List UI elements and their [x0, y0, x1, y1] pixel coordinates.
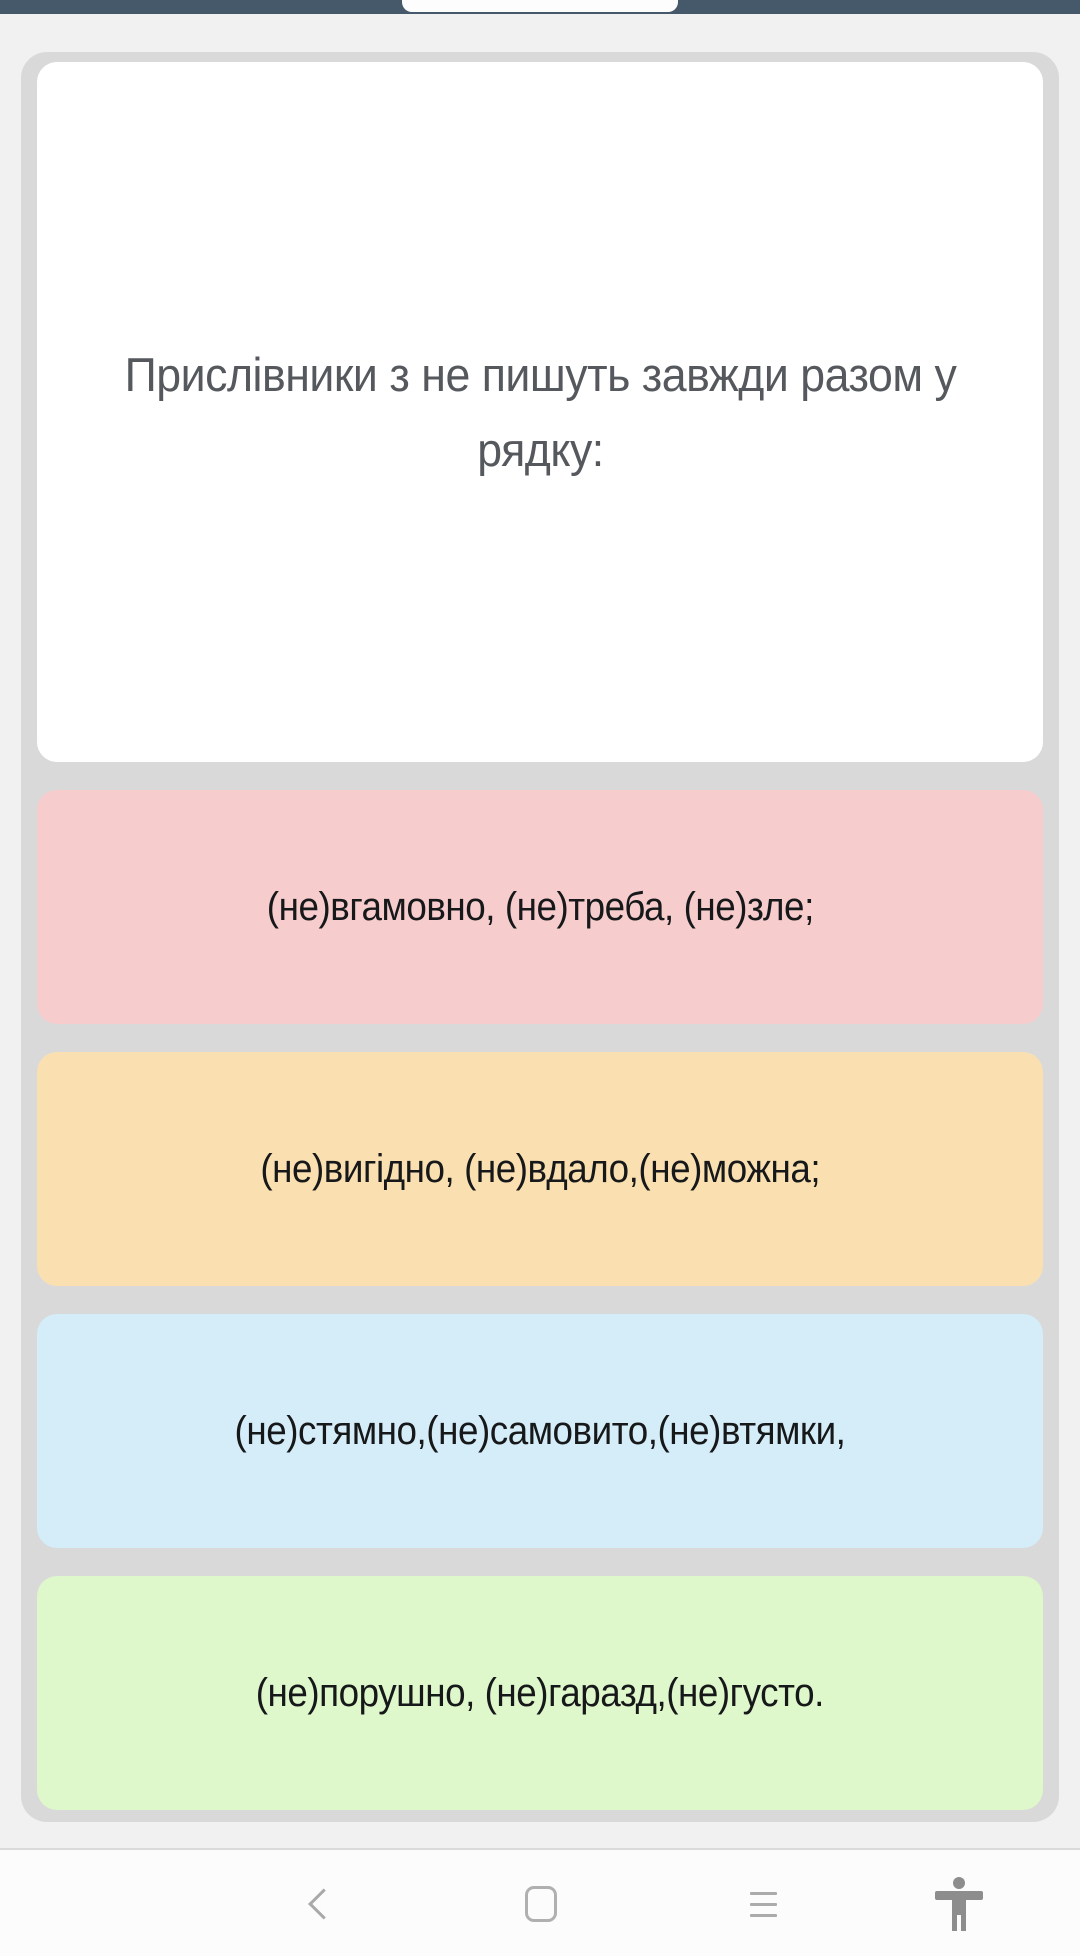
- accessibility-person-icon: [930, 1875, 988, 1933]
- answer-option-3[interactable]: [37, 1314, 1043, 1548]
- answer-option-3-label: (не)стямно,(не)самовито,(не)втямки,: [234, 1408, 846, 1453]
- question-text: Прислівники з не пишуть завжди разом у рядку:: [124, 347, 956, 476]
- answer-option-2[interactable]: [37, 1052, 1043, 1286]
- quiz-container: [21, 52, 1059, 1822]
- accessibility-button[interactable]: [914, 1859, 1004, 1949]
- recents-button[interactable]: [718, 1859, 808, 1949]
- answer-option-1-label: (не)вгамовно, (не)треба, (не)зле;: [266, 884, 814, 929]
- recents-lines-icon: [750, 1892, 777, 1917]
- answer-option-1[interactable]: [37, 790, 1043, 1024]
- system-navigation-bar: [0, 1848, 1080, 1956]
- back-button[interactable]: [273, 1859, 363, 1949]
- home-button[interactable]: [496, 1859, 586, 1949]
- answer-option-4-label: (не)порушно, (не)гаразд,(не)густо.: [255, 1670, 825, 1715]
- answer-option-2-label: (не)вигідно, (не)вдало,(не)можна;: [260, 1146, 820, 1191]
- answer-option-4[interactable]: [37, 1576, 1043, 1810]
- back-chevron-icon: [308, 1888, 339, 1919]
- status-bar-notch: [402, 0, 678, 12]
- status-bar: [0, 0, 1080, 14]
- home-square-icon: [525, 1886, 557, 1922]
- question-card: [37, 62, 1043, 762]
